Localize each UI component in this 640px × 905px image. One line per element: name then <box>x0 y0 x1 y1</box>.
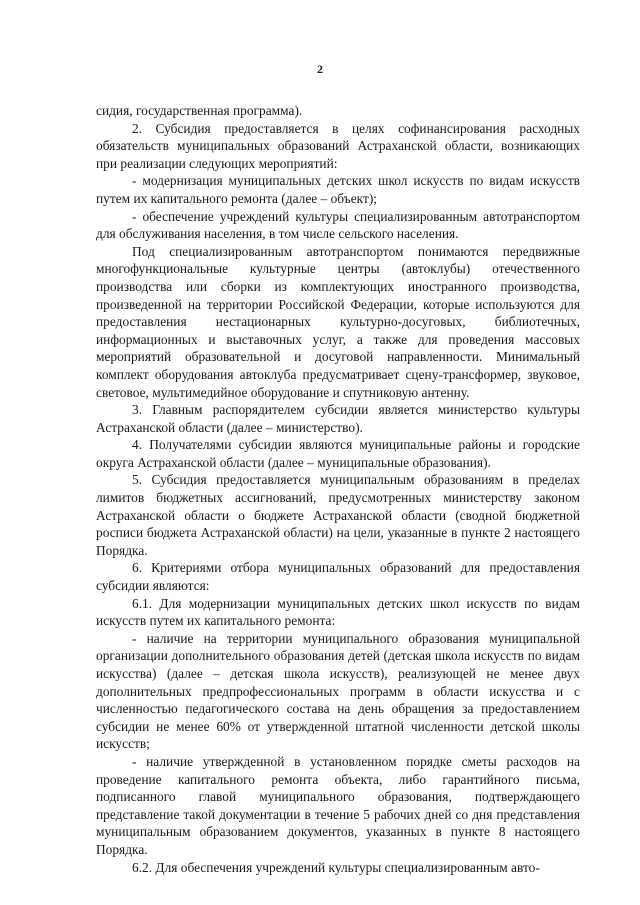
paragraph: - обеспечение учреждений культуры специализированным автотранспортом для обслуживания населения, в том числе сельского населения. <box>96 208 580 242</box>
document-body <box>96 102 580 876</box>
paragraph: - модернизация муниципальных детских школ искусств по видам искусств путем их капитального ремонта (далее – объект); <box>96 173 580 206</box>
paragraph: 5. Субсидия предоставляется муниципальным образованиям в пределах лимитов бюджетных ассигнований, предусмотренных министерству законом Астраханской области о бюджете Астраханской области (сводной бюджетной росписи бюджета Астраханской области) на цели, указанные в пункте 2 настоящего Порядка. <box>96 472 580 558</box>
page-number: 2 <box>317 62 323 76</box>
paragraph: Под специализированным автотранспортом понимаются передвижные многофункциональные культурные центры (автоклубы) отечественного производства или сборки из комплектующих иностранного производства, произведенной на территории Российской Федерации, которые используются для предоставления нестационарных культурно-досуговых, библиотечных, информационных и выставочных услуг, а также для проведения массовых мероприятий образовательной и досуговой направленности. Минимальный комплект оборудования автоклуба предусматривает сцену-трансформер, звуковое, световое, мультимедийное оборудование и спутниковую антенну. <box>96 243 580 400</box>
paragraph: - наличие утвержденной в установленном порядке сметы расходов на проведение капитального ремонта объекта, либо гарантийного письма, подписанного главой муниципального образования, подтверждающего представление такой документации в течение 5 рабочих дней со дня представления муниципальным образованием документов, указанных в пункте 8 настоящего Порядка. <box>96 753 580 857</box>
paragraph: сидия, государственная программа). <box>96 103 303 118</box>
paragraph: 2. Субсидия предоставляется в целях софинансирования расходных обязательств муниципальных образований Астраханской области, возникающих при реализации следующих мероприятий: <box>96 120 580 171</box>
paragraph: - наличие на территории муниципального образования муниципальной организации дополнительного образования детей (детская школа искусств по видам искусства) (далее – детская школа искусств), реализующей не менее двух дополнительных предпрофессиональных программ в области искусства и с численностью педагогического состава на день обращения за предоставлением субсидии не менее 60% от утвержденной штатной численности детской школы искусств; <box>96 630 580 752</box>
paragraph: 6. Критериями отбора муниципальных образований для предоставления субсидии являются: <box>96 560 580 594</box>
paragraph: 4. Получателями субсидии являются муниципальные районы и городские округа Астраханской области (далее – муниципальные образования). <box>96 437 580 470</box>
paragraph: 3. Главным распорядителем субсидии является министерство культуры Астраханской области (далее – министерство). <box>96 402 580 435</box>
paragraph: 6.1. Для модернизации муниципальных детских школ искусств по видам искусств путем их капитального ремонта: <box>96 595 580 629</box>
paragraph: 6.2. Для обеспечения учреждений культуры специализированным авто- <box>132 859 540 875</box>
